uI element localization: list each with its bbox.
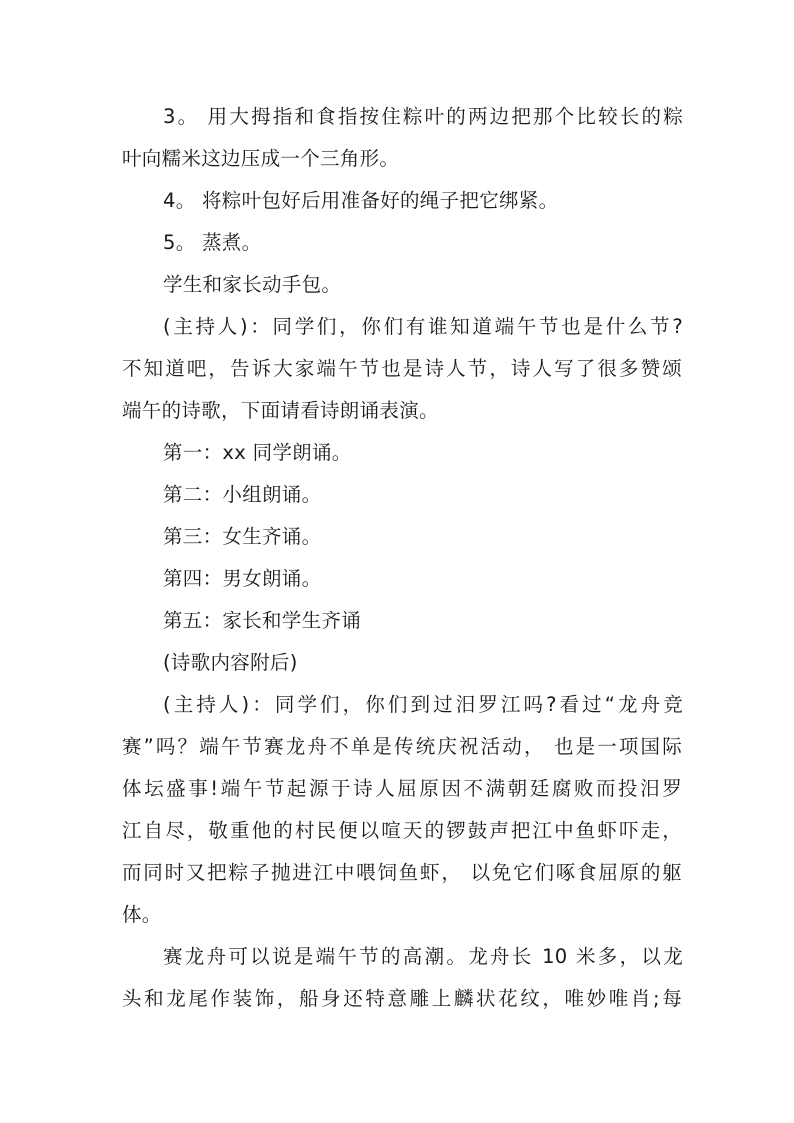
step-4-line: 4。 将粽叶包好后用准备好的绳子把它绑紧。	[163, 189, 559, 212]
step-3-line-2: 叶向糯米这边压成一个三角形。	[122, 147, 400, 170]
program-item-1: 第一：xx 同学朗诵。	[163, 441, 352, 464]
dragon-boat-paragraph-line-5: 而同时又把粽子抛进江中喂饲鱼虾， 以免它们啄食屈原的躯	[122, 861, 682, 884]
program-item-5: 第五：家长和学生齐诵	[163, 609, 362, 632]
step-5-line: 5。 蒸煮。	[163, 231, 262, 254]
dragon-boat-paragraph-line-1: (主持人)：同学们，你们到过汨罗江吗?看过“龙舟竞	[163, 693, 683, 716]
poem-note-line: (诗歌内容附后)	[163, 651, 298, 674]
program-item-2: 第二：小组朗诵。	[163, 483, 322, 506]
dragon-boat-paragraph-line-4: 江自尽，敬重他的村民便以喧天的锣鼓声把江中鱼虾吓走，	[122, 819, 682, 842]
step-3-line-1: 3。 用大拇指和食指按住粽叶的两边把那个比较长的粽	[163, 105, 683, 128]
host-question-line-3: 端午的诗歌，下面请看诗朗诵表演。	[122, 399, 439, 422]
program-item-3: 第三：女生齐诵。	[163, 525, 322, 548]
activity-line: 学生和家长动手包。	[163, 273, 342, 296]
climax-paragraph-line-1: 赛龙舟可以说是端午节的高潮。龙舟长 10 米多，以龙	[163, 945, 683, 968]
dragon-boat-paragraph-line-2: 赛”吗？端午节赛龙舟不单是传统庆祝活动， 也是一项国际	[122, 735, 682, 758]
dragon-boat-paragraph-line-3: 体坛盛事!端午节起源于诗人屈原因不满朝廷腐败而投汨罗	[122, 777, 682, 800]
host-question-line-2: 不知道吧，告诉大家端午节也是诗人节，诗人写了很多赞颂	[122, 357, 682, 380]
climax-paragraph-line-2: 头和龙尾作装饰，船身还特意雕上麟状花纹，唯妙唯肖;每	[122, 987, 682, 1010]
program-item-4: 第四：男女朗诵。	[163, 567, 322, 590]
dragon-boat-paragraph-line-6: 体。	[122, 903, 162, 926]
host-question-line-1: (主持人)：同学们，你们有谁知道端午节也是什么节?	[163, 315, 683, 338]
